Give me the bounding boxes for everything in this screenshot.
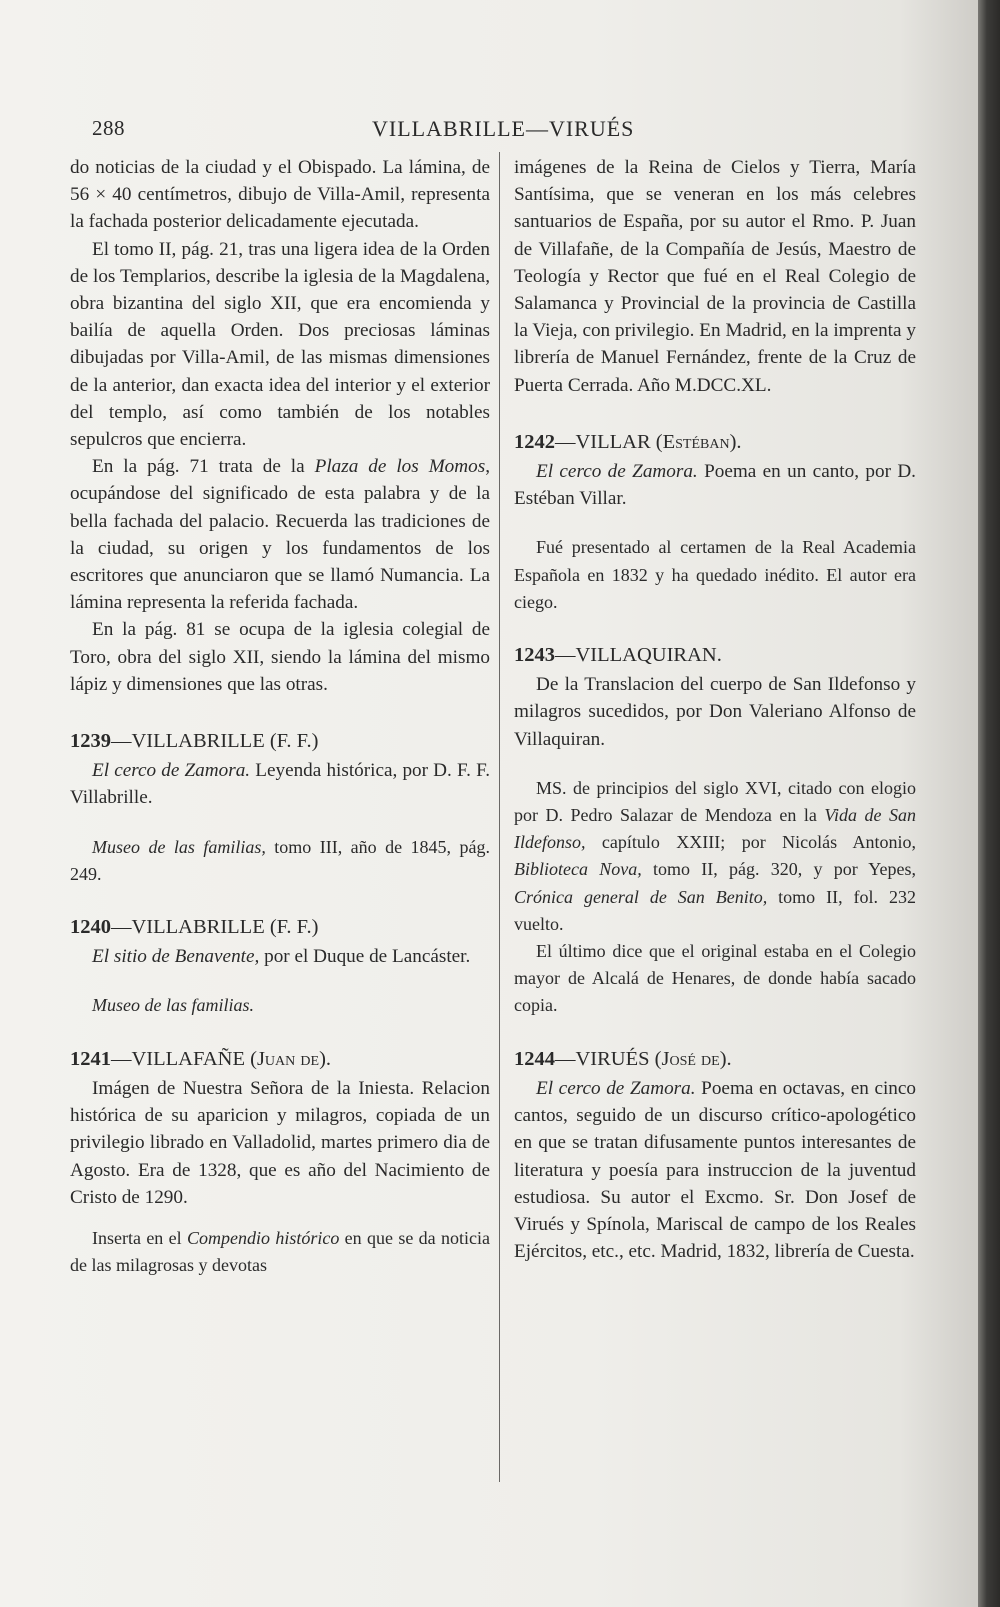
- entry-1239-description: El cerco de Zamora. Leyenda histórica, por D. F. F. Villabrille.: [70, 760, 490, 809]
- paragraph: En la pág. 71 trata de la Plaza de los Momos, ocupándose del significado de esta palabra y de la bella fachada del palacio. Recuerda las tradiciones de la ciudad, su origen y los fundamentos de los escritores que anunciaron que se llamó Numancia. La lámina representa la referida fachada.: [70, 456, 490, 614]
- entry-1241-description: Imágen de Nuestra Señora de la Iniesta. Relacion histórica de su aparicion y milagros, copiada de un privilegio librado en Valladolid, martes primero dia de Agosto. Era de 1328, que es año del Nacimiento de Cristo de 1290.: [70, 1077, 490, 1208]
- entry-1239-note: Museo de las familias, tomo III, año de 1845, pág. 249.: [70, 836, 490, 884]
- entry-1242-description: El cerco de Zamora. Poema en un canto, por D. Estéban Villar.: [514, 461, 916, 510]
- running-head: VILLABRILLE—VIRUÉS: [372, 116, 635, 141]
- entry-1243-heading: 1243—VILLAQUIRAN.: [514, 644, 722, 667]
- page-binding-edge: [978, 0, 1000, 1607]
- entry-1244-heading: 1244—VIRUÉS (José de).: [514, 1047, 732, 1070]
- entry-1240-heading: 1240—VILLABRILLE (F. F.): [70, 916, 319, 939]
- paragraph: do noticias de la ciudad y el Obispado. La lámina, de 56 × 40 centímetros, dibujo de Villa-Amil, representa la fachada posterior delicadamente ejecutada.: [70, 157, 490, 233]
- entry-1241-note: Inserta en el Compendio histórico en que se da noticia de las milagrosas y devotas: [70, 1227, 490, 1276]
- entry-1244-description: El cerco de Zamora. Poema en octavas, en cinco cantos, seguido de un discurso crítico-apologético en que se tratan difusamente puntos interesantes de literatura y poesía para instruccion de la juventud estudiosa. Su autor el Excmo. Sr. Don Josef de Virués y Spínola, Mariscal de campo de los Reales Ejércitos, etc., etc. Madrid, 1832, librería de Cuesta.: [514, 1077, 917, 1263]
- entry-1240-description: El sitio de Benavente, por el Duque de Lancáster.: [92, 946, 471, 968]
- left-column: [70, 154, 490, 1279]
- entry-1243-description: De la Translacion del cuerpo de San Ildefonso y milagros sucedidos, por Don Valeriano Alfonso de Villaquiran.: [514, 674, 916, 750]
- paragraph: El tomo II, pág. 21, tras una ligera idea de la Orden de los Templarios, describe la iglesia de la Magdalena, obra bizantina del siglo XII, que era encomienda y bailía de aquella Orden. Dos preciosas láminas dibujadas por Villa-Amil, de las mismas dimensiones de la anterior, dan exacta idea del interior y el exterior del templo, así como también de los notables sepulcros que encierra.: [70, 238, 490, 451]
- page-number: 288: [92, 116, 125, 140]
- entry-1243-note-2: El último dice que el original estaba en el Colegio mayor de Alcalá de Henares, de donde había sacado copia.: [514, 941, 916, 1016]
- column-divider: [499, 152, 500, 1482]
- entry-1243-note: MS. de principios del siglo XVI, citado con elogio por D. Pedro Salazar de Mendoza en la Vida de San Ildefonso, capítulo XXIII; por Nicolás Antonio, Biblioteca Nova, tomo II, pág. 320, y por Yepes, Crónica general de San Benito, tomo II, fol. 232 vuelto.: [514, 777, 916, 934]
- entry-1242-note: Fué presentado al certamen de la Real Academia Española en 1832 y ha quedado inédito. El autor era ciego.: [514, 537, 916, 612]
- entry-1242-heading: 1242—VILLAR (Estéban).: [514, 430, 742, 453]
- paragraph: imágenes de la Reina de Cielos y Tierra, María Santísima, que se veneran en los más celebres santuarios de España, por su autor el Rmo. P. Juan de Villafañe, de la Compañía de Jesús, Maestro de Teología y Rector que fué en el Real Colegio de Salamanca y Provincial de la provincia de Castilla la Vieja, con privilegio. En Madrid, en la imprenta y librería de Manuel Fernández, frente de la Cruz de Puerta Cerrada. Año M.DCC.XL.: [514, 157, 916, 396]
- right-column: [514, 154, 916, 1265]
- entry-1241-heading: 1241—VILLAFAÑE (Juan de).: [70, 1047, 332, 1070]
- page-header: [0, 116, 978, 150]
- entry-1240-note: Museo de las familias.: [92, 995, 254, 1016]
- paragraph: En la pág. 81 se ocupa de la iglesia colegial de Toro, obra del siglo XII, siendo la lámina del mismo lápiz y dimensiones que las otras.: [70, 619, 490, 695]
- entry-1239-heading: 1239—VILLABRILLE (F. F.): [70, 730, 319, 753]
